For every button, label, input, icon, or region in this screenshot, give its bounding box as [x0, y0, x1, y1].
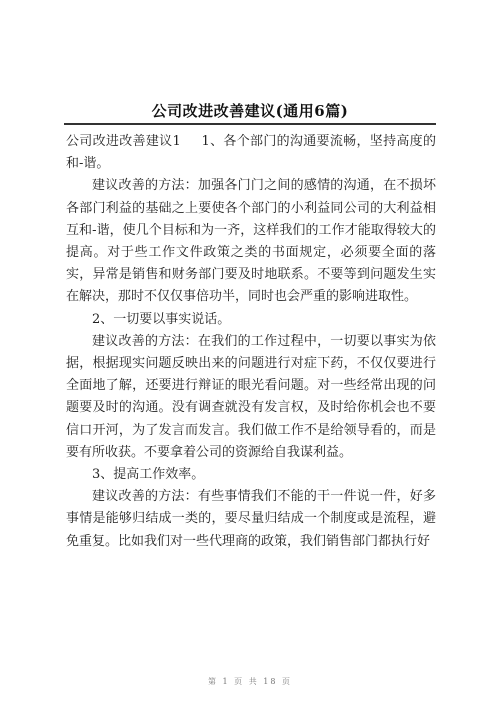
- section-label: 公司改进改善建议1: [66, 134, 181, 149]
- paragraph: 建议改善的方法：在我们的工作过程中，一切要以事实为依据，根据现实问题反映出来的问题进行对症下药，不仅仅要进行全面地了解，还要进行辩证的眼光看问题。对一些经常出现的问题要及时的沟通。没有调查就没有发言权，及时给你机会也不要信口开河，为了发言而发言。我们做工作不是给领导看的，而是要有所收获。不要拿着公司的资源给自我谋利益。: [66, 333, 436, 460]
- paragraph: 2、一切要以事实说话。: [92, 311, 231, 327]
- paragraph: 3、提高工作效率。: [92, 467, 205, 483]
- paragraph: 建议改善的方法：有些事情我们不能的干一件说一件，好多事情是能够归结成一类的，要尽量归结成一个制度或是流程，避免重复。比如我们对一些代理商的政策，我们销售部门都执行好: [66, 489, 436, 549]
- paragraph: 建议改善的方法：加强各门门之间的感情的沟通，在不损坏各部门利益的基础之上要使各个部门的小利益同公司的大利益相互和-谐，使几个目标和为一齐，这样我们的工作才能取得较大的提高。对于些工作文件政策之类的书面规定，必须要全面的落实，异常是销售和财务部门要及时地联系。不要等到问题发生实在解决，那时不仅仅事倍功半，同时也会严重的影响进取性。: [66, 178, 436, 305]
- paragraph: [66, 131, 436, 175]
- page-footer: 第 1 页 共 18 页: [208, 677, 292, 686]
- paragraph-text: 1、各个部门的沟通要流畅，坚持高度的和-谐。: [66, 134, 436, 172]
- title-divider: [64, 123, 436, 125]
- document-body: [66, 131, 436, 553]
- document-title: 公司改进改善建议(通用6篇): [151, 102, 349, 120]
